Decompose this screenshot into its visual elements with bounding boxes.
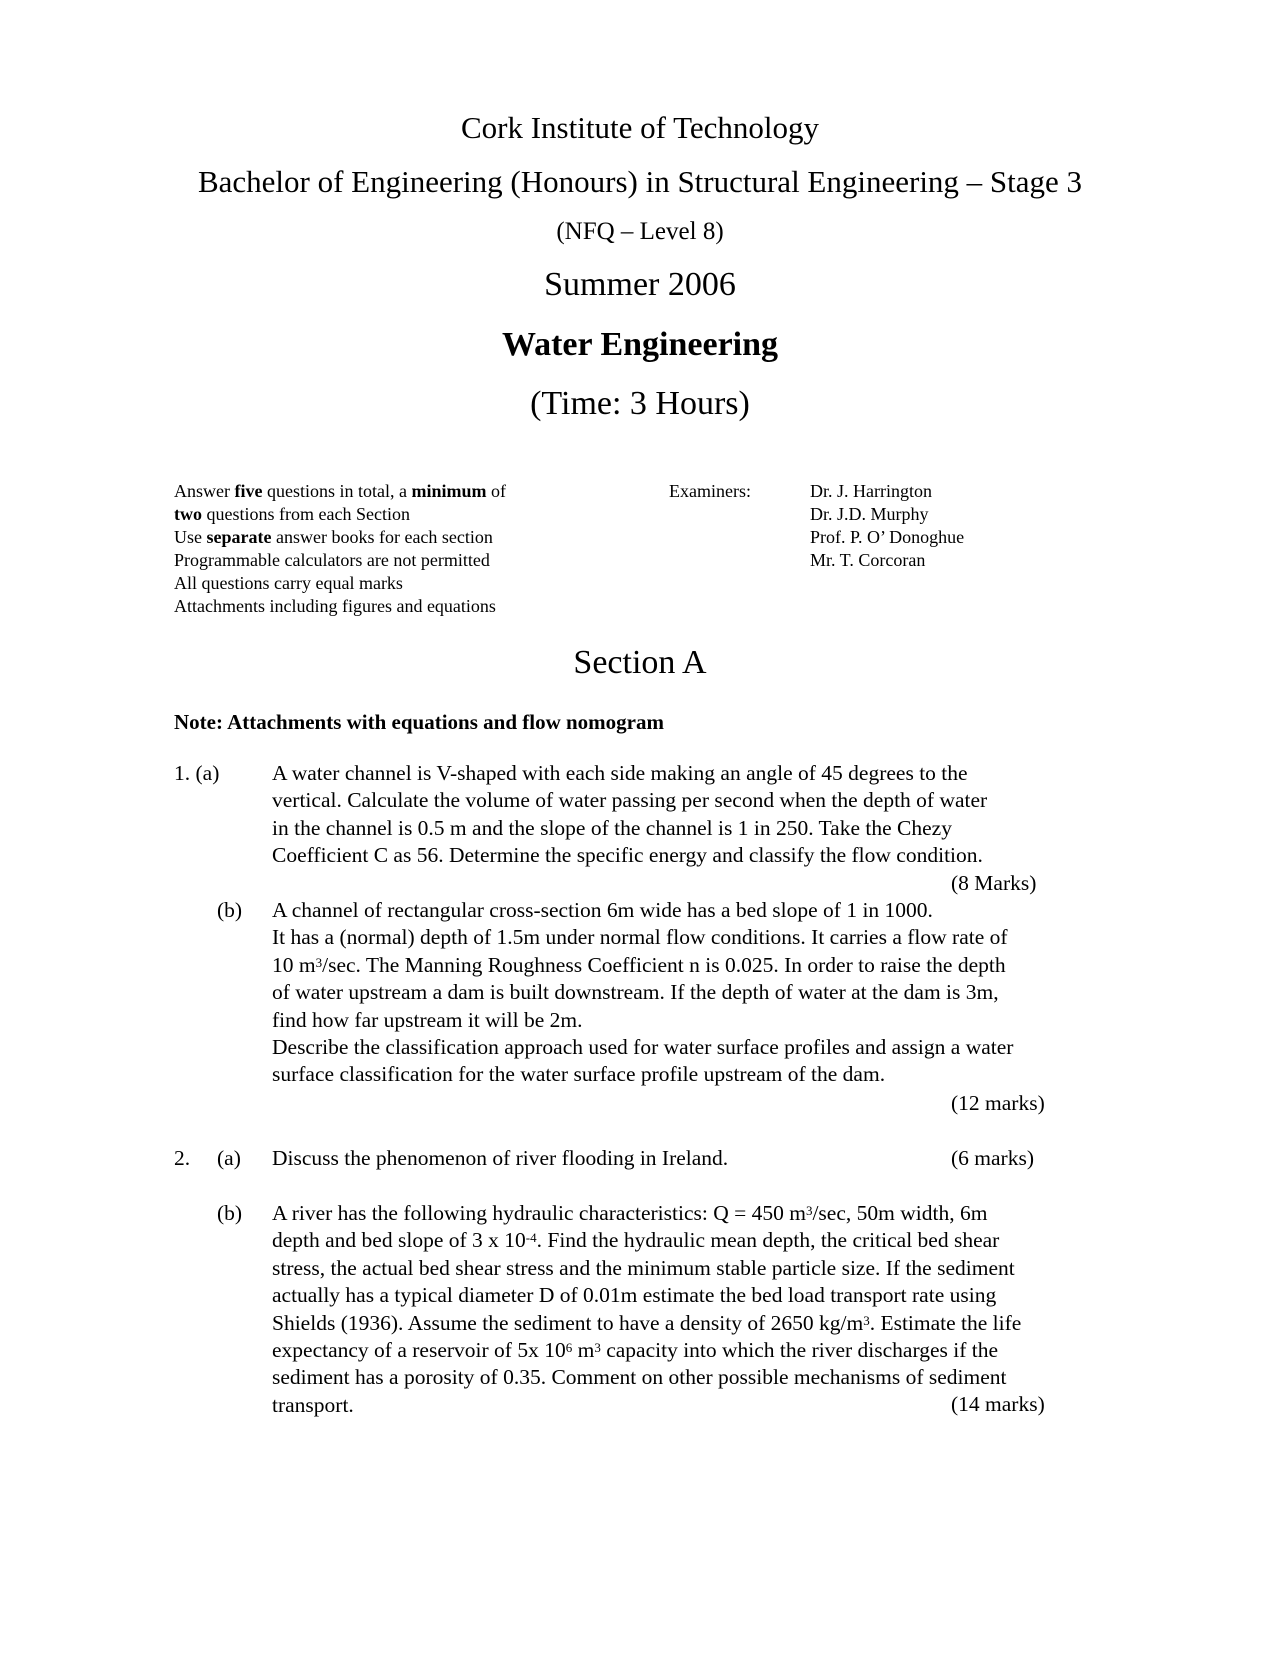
- q2a-label: (a): [217, 1146, 241, 1170]
- instruction-line: Answer five questions in total, a minimum of: [174, 481, 506, 501]
- instruction-line: two questions from each Section: [174, 504, 410, 524]
- q1b-text: A channel of rectangular cross-section 6m wide has a bed slope of 1 in 1000. It has a (normal) depth of 1.5m under normal flow conditions. It carries a flow rate of 10 $m^3/\sec$. The Manning Roughness Coefficient n is 0.025. In order to raise the depth of water upstream a dam is built downstream. If the depth of water at the dam is 3m, find how far upstream it will be 2m. Describe the classification approach used for water surface profiles and assign a water surface classification for the water surface profile upstream of the dam.: [272, 898, 1014, 1087]
- examiner-name: Mr. T. Corcoran: [810, 550, 926, 570]
- exam-season: Summer 2006: [544, 266, 736, 303]
- instruction-line: All questions carry equal marks: [174, 573, 403, 593]
- examiners-list: [810, 480, 964, 572]
- q1b-marks: (12 marks): [951, 1091, 1045, 1115]
- examiners-label: Examiners:: [669, 481, 751, 501]
- exam-duration: (Time: 3 Hours): [530, 385, 750, 422]
- q1a-marks: (8 Marks): [951, 871, 1037, 895]
- subject-title: Water Engineering: [501, 326, 779, 363]
- instruction-line: Use separate answer books for each section: [174, 527, 493, 547]
- instruction-line: Attachments including figures and equations: [174, 596, 496, 616]
- section-note: Note: Attachments with equations and flow nomogram: [174, 710, 664, 734]
- programme-title: Bachelor of Engineering (Honours) in Structural Engineering – Stage 3: [197, 164, 1083, 199]
- q2b-text: A river has the following hydraulic characteristics: Q = 450 $m^3/\sec$, 50m width, 6m depth and bed slope of 3 x $10^{-4}$. Find the hydraulic mean depth, the critical bed shear stress, the actual bed shear stress and the minimum stable particle size. If the sediment actually has a typical diameter D of 0.01m estimate the bed load transport rate using Shields (1936). Assume the sediment to have a density of 2650 $kg/m^3$. Estimate the life expectancy of a reservoir of 5x $10^6$ $m^3$ capacity into which the river discharges if the sediment has a porosity of 0.35. Comment on other possible mechanisms of sediment transport.: [272, 1201, 1022, 1417]
- q1a-text: A water channel is V-shaped with each side making an angle of 45 degrees to the vertical. Calculate the volume of water passing per second when the depth of water in the channel is 0.5 m and the slope of the channel is 1 in 250. Take the Chezy Coefficient C as 56. Determine the specific energy and classify the flow condition.: [272, 761, 988, 868]
- section-title: Section A: [573, 644, 707, 681]
- instruction-line: Programmable calculators are not permitted: [174, 550, 490, 570]
- q2a-text: Discuss the phenomenon of river flooding in Ireland.: [272, 1146, 729, 1170]
- examiner-name: Dr. J.D. Murphy: [810, 504, 929, 524]
- q1a-label: 1. (a): [174, 761, 220, 785]
- q2b-label: (b): [217, 1201, 243, 1225]
- examiner-name: Dr. J. Harrington: [810, 481, 932, 501]
- exam-instructions: [174, 480, 594, 618]
- q2a-marks: (6 marks): [951, 1146, 1034, 1170]
- q2b-marks: (14 marks): [951, 1392, 1045, 1416]
- q1b-label: (b): [217, 898, 243, 922]
- institution-name: Cork Institute of Technology: [460, 110, 819, 145]
- q2-number: 2.: [174, 1146, 191, 1170]
- examiner-name: Prof. P. O’ Donoghue: [810, 527, 965, 547]
- nfq-level: (NFQ – Level 8): [556, 218, 724, 245]
